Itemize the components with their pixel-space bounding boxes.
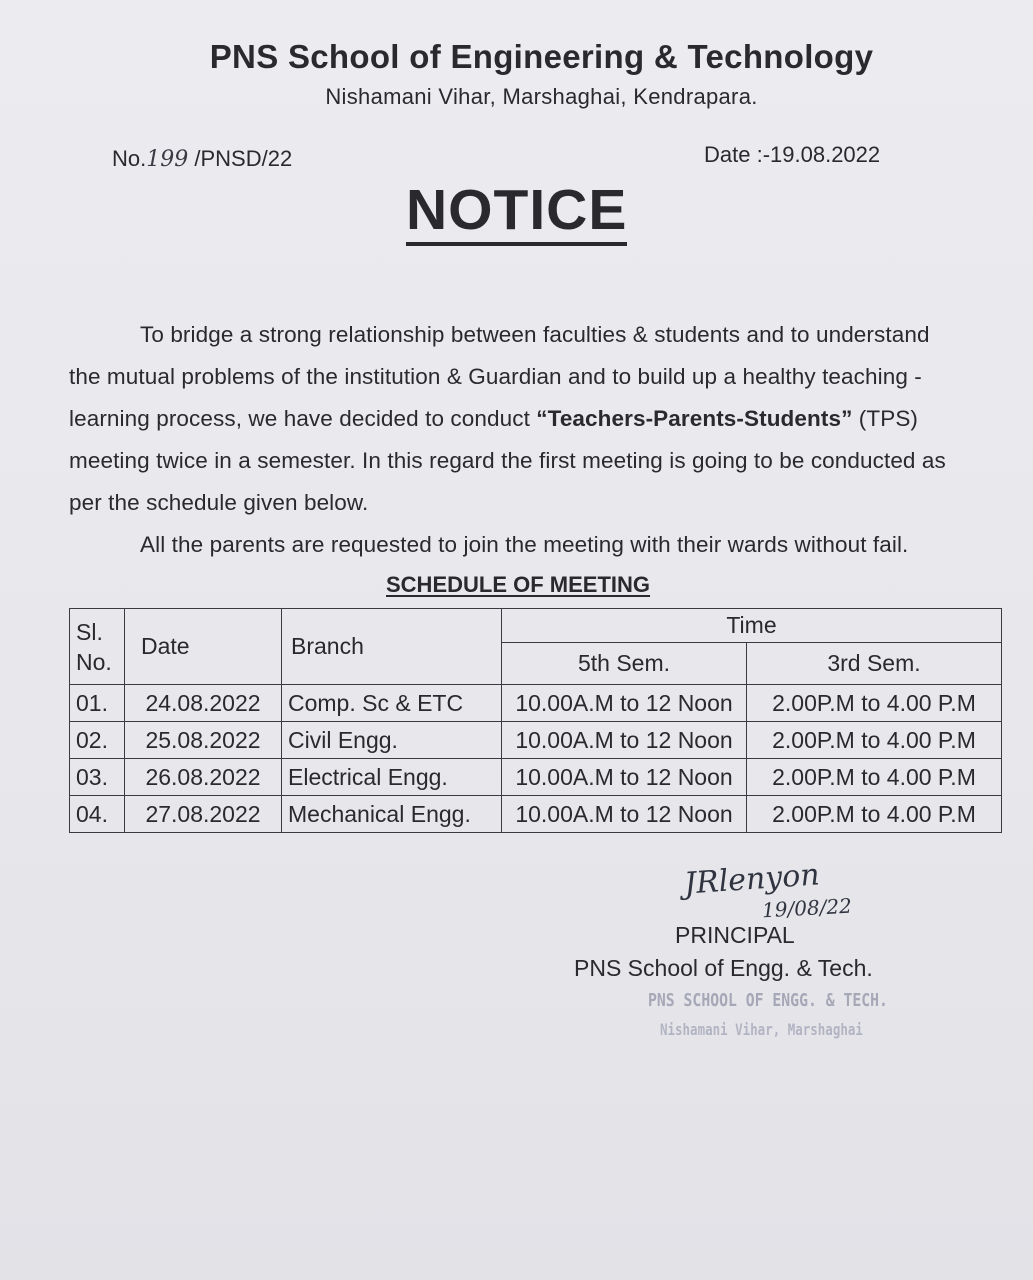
body-line-6: All the parents are requested to join the meeting with their wards without fail. (140, 532, 909, 557)
ref-prefix: No. (112, 146, 147, 171)
body-line-4: meeting twice in a semester. In this regard the first meeting is going to be conducted as (69, 448, 946, 473)
header-no: No. (76, 648, 112, 675)
notice-title: NOTICE (406, 178, 627, 246)
ref-number-handwritten: 199 (146, 147, 189, 172)
institution-address: Nishamani Vihar, Marshaghai, Kendrapara. (325, 84, 758, 109)
cell-3rd-sem-time: 2.00P.M to 4.00 P.M (747, 722, 1002, 759)
table-header-row (70, 609, 1002, 643)
cell-date: 24.08.2022 (125, 685, 282, 722)
body-line-5: per the schedule given below. (69, 490, 369, 515)
ref-suffix: /PNSD/22 (188, 146, 293, 171)
cell-sl: 01. (70, 685, 125, 722)
cell-date: 25.08.2022 (125, 722, 282, 759)
signature-date: 19/08/22 (761, 893, 853, 923)
notice-date: Date :-19.08.2022 (704, 142, 881, 167)
cell-sl: 03. (70, 759, 125, 796)
cell-date: 26.08.2022 (125, 759, 282, 796)
cell-branch: Electrical Engg. (282, 759, 502, 796)
table-row (70, 796, 1002, 833)
principal-signature: JRlenyon (682, 857, 821, 902)
principal-institution: PNS School of Engg. & Tech. (574, 955, 873, 981)
cell-branch: Mechanical Engg. (282, 796, 502, 833)
cell-branch: Civil Engg. (282, 722, 502, 759)
institution-stamp-line-2: Nishamani Vihar, Marshaghai (660, 1020, 863, 1039)
header-date: Date (125, 609, 282, 685)
body-line-3-c: (TPS) (852, 406, 919, 431)
cell-3rd-sem-time: 2.00P.M to 4.00 P.M (747, 759, 1002, 796)
principal-designation: PRINCIPAL (675, 922, 795, 948)
tps-phrase: “Teachers-Parents-Students” (536, 406, 853, 431)
header-5th-sem: 5th Sem. (502, 643, 747, 685)
schedule-title: SCHEDULE OF MEETING (386, 572, 651, 597)
table-row (70, 722, 1002, 759)
header-sl-no (70, 609, 125, 685)
body-line-3-a: learning process, we have decided to conduct (69, 406, 537, 431)
body-line-3 (69, 406, 918, 432)
header-branch: Branch (282, 609, 502, 685)
header-3rd-sem: 3rd Sem. (747, 643, 1002, 685)
cell-5th-sem-time: 10.00A.M to 12 Noon (502, 759, 747, 796)
cell-5th-sem-time: 10.00A.M to 12 Noon (502, 685, 747, 722)
table-row (70, 759, 1002, 796)
header-sl: Sl. (76, 618, 103, 645)
header-time: Time (502, 609, 1002, 643)
body-line-1: To bridge a strong relationship between faculties & students and to understand (140, 322, 930, 347)
cell-date: 27.08.2022 (125, 796, 282, 833)
schedule-table (69, 608, 1002, 833)
cell-sl: 04. (70, 796, 125, 833)
cell-5th-sem-time: 10.00A.M to 12 Noon (502, 796, 747, 833)
cell-sl: 02. (70, 722, 125, 759)
cell-3rd-sem-time: 2.00P.M to 4.00 P.M (747, 796, 1002, 833)
institution-name: PNS School of Engineering & Technology (209, 38, 874, 75)
institution-stamp-line-1: PNS SCHOOL OF ENGG. & TECH. (648, 990, 888, 1011)
cell-branch: Comp. Sc & ETC (282, 685, 502, 722)
body-line-2: the mutual problems of the institution & Guardian and to build up a healthy teaching - (69, 364, 922, 389)
cell-5th-sem-time: 10.00A.M to 12 Noon (502, 722, 747, 759)
table-row (70, 685, 1002, 722)
reference-number (112, 146, 292, 172)
cell-3rd-sem-time: 2.00P.M to 4.00 P.M (747, 685, 1002, 722)
